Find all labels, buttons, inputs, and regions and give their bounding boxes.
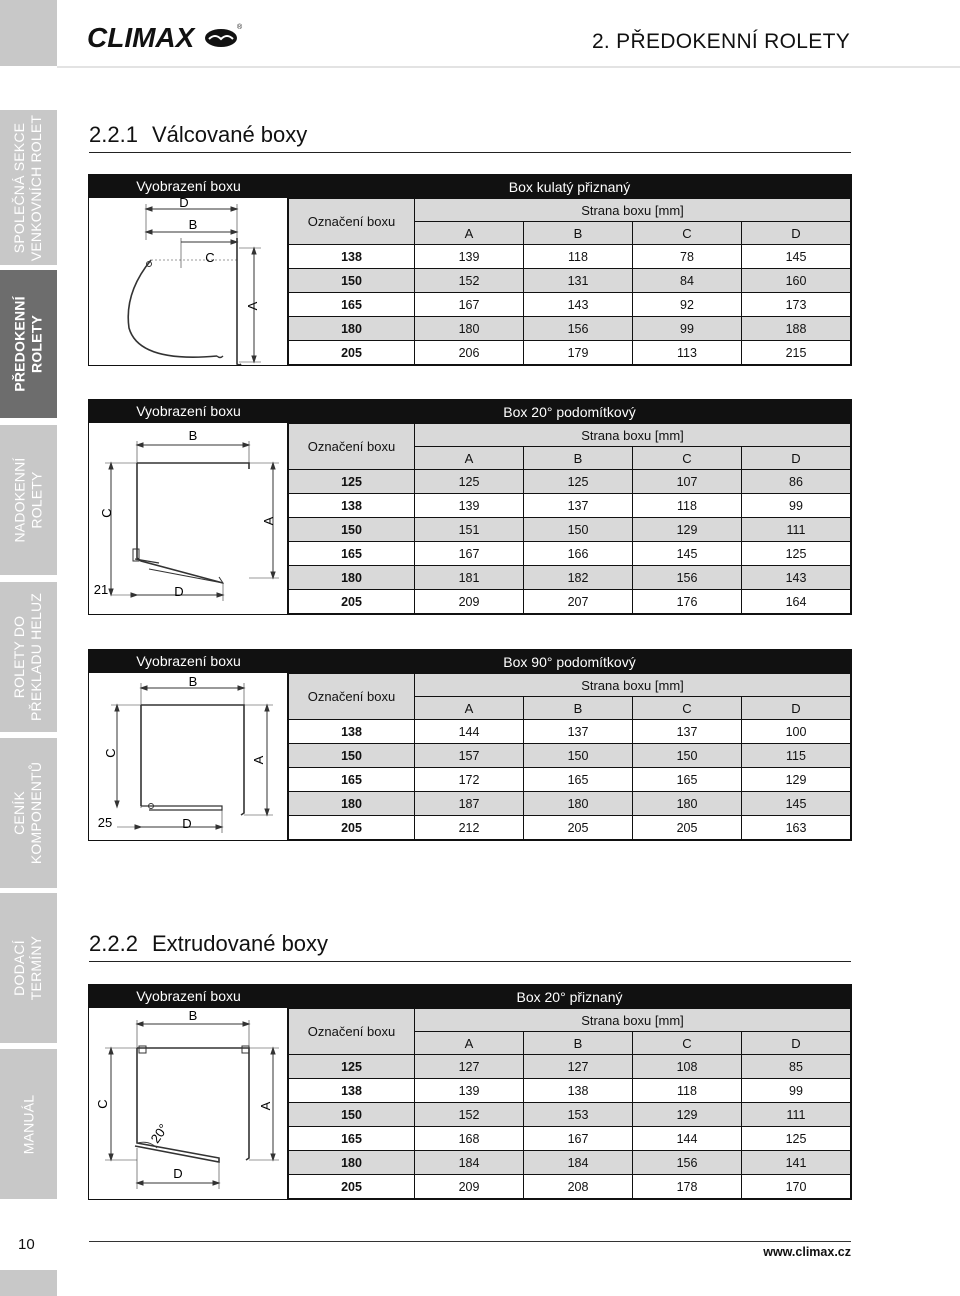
cell-b: 208 bbox=[524, 1175, 633, 1199]
diagram-cell bbox=[89, 175, 288, 365]
sidebar-bottom-block bbox=[0, 1270, 57, 1296]
sidebar-top-block bbox=[0, 0, 57, 66]
cell-d: 143 bbox=[742, 566, 851, 590]
cell-c: 118 bbox=[633, 494, 742, 518]
table-title: Box 90° podomítkový bbox=[289, 651, 851, 674]
cell-c: 84 bbox=[633, 269, 742, 293]
table-row bbox=[289, 494, 851, 518]
table-row bbox=[289, 1103, 851, 1127]
cell-a: 152 bbox=[415, 1103, 524, 1127]
section-title: 2. PŘEDOKENNÍ ROLETY bbox=[591, 30, 850, 53]
cell-b: 166 bbox=[524, 542, 633, 566]
column-header-oznaceni: Označení boxu bbox=[289, 424, 415, 470]
cell-c: 92 bbox=[633, 293, 742, 317]
heading-rule bbox=[89, 961, 851, 962]
cell-code: 150 bbox=[289, 518, 415, 542]
column-header-c: C bbox=[633, 697, 742, 720]
cell-code: 150 bbox=[289, 1103, 415, 1127]
table-row bbox=[289, 542, 851, 566]
dim-label-angle: 20° bbox=[147, 1121, 172, 1146]
cell-c: 129 bbox=[633, 1103, 742, 1127]
cell-b: 137 bbox=[524, 720, 633, 744]
header-divider bbox=[57, 66, 960, 68]
box-20-priznany-drawing bbox=[89, 1008, 288, 1199]
cell-code: 180 bbox=[289, 792, 415, 816]
cell-a: 168 bbox=[415, 1127, 524, 1151]
cell-a: 139 bbox=[415, 245, 524, 269]
cell-b: 165 bbox=[524, 768, 633, 792]
cell-a: 184 bbox=[415, 1151, 524, 1175]
table-row bbox=[289, 518, 851, 542]
sidebar-tab-label: ROLETY DO PŘEKLADU HELUZ bbox=[11, 592, 45, 722]
cell-code: 165 bbox=[289, 768, 415, 792]
table-row bbox=[289, 1151, 851, 1175]
cell-d: 125 bbox=[742, 542, 851, 566]
column-header-strana: Strana boxu [mm] bbox=[415, 674, 851, 697]
table-row bbox=[289, 293, 851, 317]
column-header-oznaceni: Označení boxu bbox=[289, 674, 415, 720]
cell-b: 184 bbox=[524, 1151, 633, 1175]
column-header-c: C bbox=[633, 1032, 742, 1055]
cell-c: 165 bbox=[633, 768, 742, 792]
column-header-strana: Strana boxu [mm] bbox=[415, 424, 851, 447]
logo-text: CLIMAX bbox=[87, 22, 195, 52]
dim-label-a: A bbox=[261, 516, 276, 526]
cell-code: 205 bbox=[289, 1175, 415, 1199]
table-row bbox=[289, 269, 851, 293]
cell-a: 139 bbox=[415, 494, 524, 518]
page-number: 10 bbox=[18, 1236, 35, 1253]
sidebar-tab-label: MANUÁL bbox=[20, 1094, 37, 1154]
sidebar-tab-common-section[interactable] bbox=[0, 110, 57, 265]
cell-b: 127 bbox=[524, 1055, 633, 1079]
diagram-cell bbox=[89, 650, 288, 840]
dim-label-c: C bbox=[95, 1099, 110, 1109]
diagram-header: Vyobrazení boxu bbox=[89, 400, 288, 423]
table-row bbox=[289, 590, 851, 614]
heading-title: Extrudované boxy bbox=[151, 931, 329, 956]
heading-number: 2.2.2 bbox=[89, 931, 138, 956]
sidebar-tab-label: CENÍK KOMPONENTŮ bbox=[11, 761, 45, 865]
cell-c: 107 bbox=[633, 470, 742, 494]
diagram-cell bbox=[89, 400, 288, 614]
cell-b: 207 bbox=[524, 590, 633, 614]
cell-b: 156 bbox=[524, 317, 633, 341]
heading-extrudovane-boxy bbox=[89, 931, 328, 957]
cell-a: 206 bbox=[415, 341, 524, 365]
dim-label-d: D bbox=[174, 584, 184, 599]
cell-d: 129 bbox=[742, 768, 851, 792]
cell-code: 138 bbox=[289, 1079, 415, 1103]
cell-code: 125 bbox=[289, 470, 415, 494]
cell-a: 127 bbox=[415, 1055, 524, 1079]
cell-c: 137 bbox=[633, 720, 742, 744]
dimension-table bbox=[288, 650, 851, 840]
table-title: Box 20° podomítkový bbox=[289, 401, 851, 424]
cell-d: 164 bbox=[742, 590, 851, 614]
cell-d: 215 bbox=[742, 341, 851, 365]
table-row bbox=[289, 566, 851, 590]
cell-d: 115 bbox=[742, 744, 851, 768]
cell-c: 99 bbox=[633, 317, 742, 341]
diagram-cell bbox=[89, 985, 288, 1199]
cell-a: 172 bbox=[415, 768, 524, 792]
box-table-20-priznany bbox=[88, 984, 852, 1200]
cell-d: 99 bbox=[742, 1079, 851, 1103]
cell-code: 138 bbox=[289, 720, 415, 744]
cell-a: 180 bbox=[415, 317, 524, 341]
sidebar-tab-label: NADOKENNÍ ROLETY bbox=[11, 457, 45, 543]
dimension-table bbox=[288, 175, 851, 365]
table-row bbox=[289, 470, 851, 494]
column-header-c: C bbox=[633, 222, 742, 245]
sidebar-tab-manual[interactable] bbox=[0, 1049, 57, 1199]
cell-a: 151 bbox=[415, 518, 524, 542]
cell-b: 131 bbox=[524, 269, 633, 293]
heading-valcovane-boxy bbox=[89, 122, 307, 148]
cell-b: 205 bbox=[524, 816, 633, 840]
cell-b: 150 bbox=[524, 744, 633, 768]
sidebar-tab-label: SPOLEČNÁ SEKCE VENKOVNÍCH ROLET bbox=[11, 114, 45, 261]
dim-label-offset: 21 bbox=[93, 582, 109, 597]
cell-a: 139 bbox=[415, 1079, 524, 1103]
heading-rule bbox=[89, 152, 851, 153]
cell-b: 167 bbox=[524, 1127, 633, 1151]
cell-b: 179 bbox=[524, 341, 633, 365]
cell-code: 150 bbox=[289, 269, 415, 293]
sidebar-tab-dodaci-terminy[interactable] bbox=[0, 893, 57, 1043]
cell-code: 180 bbox=[289, 566, 415, 590]
table-row bbox=[289, 317, 851, 341]
cell-c: 156 bbox=[633, 1151, 742, 1175]
sidebar-tab-nadokenni-rolety[interactable] bbox=[0, 425, 57, 575]
dim-label-a: A bbox=[251, 755, 266, 765]
column-header-strana: Strana boxu [mm] bbox=[415, 1009, 851, 1032]
sidebar-tab-predokenni-rolety[interactable] bbox=[0, 270, 57, 418]
cell-c: 180 bbox=[633, 792, 742, 816]
cell-c: 178 bbox=[633, 1175, 742, 1199]
dimension-table bbox=[288, 400, 851, 614]
cell-b: 125 bbox=[524, 470, 633, 494]
cell-code: 138 bbox=[289, 245, 415, 269]
cell-a: 181 bbox=[415, 566, 524, 590]
cell-c: 150 bbox=[633, 744, 742, 768]
cell-c: 144 bbox=[633, 1127, 742, 1151]
logo-cloud-icon bbox=[205, 29, 237, 47]
table-row bbox=[289, 816, 851, 840]
cell-code: 205 bbox=[289, 590, 415, 614]
cell-code: 165 bbox=[289, 542, 415, 566]
diagram-header: Vyobrazení boxu bbox=[89, 985, 288, 1008]
cell-c: 156 bbox=[633, 566, 742, 590]
cell-d: 170 bbox=[742, 1175, 851, 1199]
box-table-kulaty-priznany bbox=[88, 174, 852, 366]
dim-label-a: A bbox=[245, 301, 260, 311]
dim-label-d: D bbox=[182, 816, 192, 831]
table-row bbox=[289, 1055, 851, 1079]
cell-d: 141 bbox=[742, 1151, 851, 1175]
column-header-b: B bbox=[524, 1032, 633, 1055]
column-header-oznaceni: Označení boxu bbox=[289, 1009, 415, 1055]
cell-code: 180 bbox=[289, 317, 415, 341]
table-row bbox=[289, 341, 851, 365]
cell-code: 165 bbox=[289, 1127, 415, 1151]
box-20-podomitkovy-drawing bbox=[89, 423, 288, 614]
cell-code: 205 bbox=[289, 816, 415, 840]
cell-b: 180 bbox=[524, 792, 633, 816]
dim-label-b: B bbox=[188, 428, 198, 443]
cell-c: 205 bbox=[633, 816, 742, 840]
table-row bbox=[289, 1175, 851, 1199]
cell-a: 212 bbox=[415, 816, 524, 840]
cell-d: 125 bbox=[742, 1127, 851, 1151]
cell-d: 160 bbox=[742, 269, 851, 293]
sidebar-nav bbox=[0, 0, 57, 1296]
column-header-a: A bbox=[415, 1032, 524, 1055]
sidebar-tab-rolety-heluz[interactable] bbox=[0, 582, 57, 732]
cell-d: 86 bbox=[742, 470, 851, 494]
cell-d: 111 bbox=[742, 1103, 851, 1127]
table-row bbox=[289, 1127, 851, 1151]
cell-d: 85 bbox=[742, 1055, 851, 1079]
cell-c: 145 bbox=[633, 542, 742, 566]
box-90-podomitkovy-drawing bbox=[89, 673, 288, 840]
cell-c: 78 bbox=[633, 245, 742, 269]
cell-a: 187 bbox=[415, 792, 524, 816]
cell-a: 157 bbox=[415, 744, 524, 768]
cell-a: 209 bbox=[415, 1175, 524, 1199]
cell-c: 118 bbox=[633, 1079, 742, 1103]
diagram-header: Vyobrazení boxu bbox=[89, 175, 288, 198]
heading-number: 2.2.1 bbox=[89, 122, 138, 147]
cell-c: 129 bbox=[633, 518, 742, 542]
dim-label-c: C bbox=[99, 508, 114, 518]
cell-d: 99 bbox=[742, 494, 851, 518]
table-row bbox=[289, 245, 851, 269]
heading-title: Válcované boxy bbox=[151, 122, 308, 147]
cell-d: 145 bbox=[742, 245, 851, 269]
climax-logo bbox=[87, 22, 247, 52]
footer-divider bbox=[89, 1241, 851, 1242]
box-table-90-podomitkovy bbox=[88, 649, 852, 841]
column-header-d: D bbox=[742, 222, 851, 245]
dim-label-d: D bbox=[179, 198, 189, 210]
footer-url-link[interactable]: www.climax.cz bbox=[763, 1245, 851, 1259]
table-row bbox=[289, 768, 851, 792]
table-title: Box kulatý přiznaný bbox=[289, 176, 851, 199]
cell-b: 150 bbox=[524, 518, 633, 542]
sidebar-tab-label: PŘEDOKENNÍ ROLETY bbox=[11, 296, 45, 392]
dim-label-b: B bbox=[188, 1008, 198, 1023]
cell-d: 188 bbox=[742, 317, 851, 341]
table-row bbox=[289, 744, 851, 768]
cell-code: 205 bbox=[289, 341, 415, 365]
cell-d: 145 bbox=[742, 792, 851, 816]
cell-a: 144 bbox=[415, 720, 524, 744]
dim-label-b: B bbox=[188, 217, 198, 232]
diagram-header: Vyobrazení boxu bbox=[89, 650, 288, 673]
cell-code: 180 bbox=[289, 1151, 415, 1175]
cell-a: 167 bbox=[415, 542, 524, 566]
column-header-d: D bbox=[742, 447, 851, 470]
table-row bbox=[289, 1079, 851, 1103]
cell-c: 176 bbox=[633, 590, 742, 614]
cell-b: 182 bbox=[524, 566, 633, 590]
column-header-c: C bbox=[633, 447, 742, 470]
dim-label-c: C bbox=[205, 250, 215, 265]
cell-c: 108 bbox=[633, 1055, 742, 1079]
cell-a: 167 bbox=[415, 293, 524, 317]
column-header-d: D bbox=[742, 1032, 851, 1055]
cell-d: 111 bbox=[742, 518, 851, 542]
column-header-b: B bbox=[524, 222, 633, 245]
column-header-strana: Strana boxu [mm] bbox=[415, 199, 851, 222]
column-header-a: A bbox=[415, 447, 524, 470]
cell-code: 125 bbox=[289, 1055, 415, 1079]
cell-a: 209 bbox=[415, 590, 524, 614]
cell-d: 100 bbox=[742, 720, 851, 744]
dim-label-b: B bbox=[188, 674, 198, 689]
cell-d: 173 bbox=[742, 293, 851, 317]
cell-b: 118 bbox=[524, 245, 633, 269]
table-title: Box 20° přiznaný bbox=[289, 986, 851, 1009]
cell-c: 113 bbox=[633, 341, 742, 365]
cell-a: 125 bbox=[415, 470, 524, 494]
table-row bbox=[289, 720, 851, 744]
dim-label-a: A bbox=[258, 1101, 273, 1111]
cell-d: 163 bbox=[742, 816, 851, 840]
table-row bbox=[289, 792, 851, 816]
logo-registered: ® bbox=[237, 24, 243, 31]
dim-label-c: C bbox=[103, 748, 118, 758]
cell-b: 153 bbox=[524, 1103, 633, 1127]
cell-b: 138 bbox=[524, 1079, 633, 1103]
cell-b: 137 bbox=[524, 494, 633, 518]
column-header-d: D bbox=[742, 697, 851, 720]
column-header-a: A bbox=[415, 222, 524, 245]
box-round-drawing bbox=[89, 198, 288, 365]
dim-label-offset: 25 bbox=[97, 815, 113, 830]
column-header-oznaceni: Označení boxu bbox=[289, 199, 415, 245]
box-table-20-podomitkovy bbox=[88, 399, 852, 615]
column-header-b: B bbox=[524, 447, 633, 470]
cell-a: 152 bbox=[415, 269, 524, 293]
sidebar-tab-cenik-komponentu[interactable] bbox=[0, 738, 57, 888]
dim-label-d: D bbox=[173, 1166, 183, 1181]
cell-code: 138 bbox=[289, 494, 415, 518]
sidebar-tab-label: DODACÍ TERMÍNY bbox=[11, 935, 45, 1001]
cell-b: 143 bbox=[524, 293, 633, 317]
cell-code: 150 bbox=[289, 744, 415, 768]
column-header-a: A bbox=[415, 697, 524, 720]
column-header-b: B bbox=[524, 697, 633, 720]
dimension-table bbox=[288, 985, 851, 1199]
page-header bbox=[57, 0, 960, 68]
cell-code: 165 bbox=[289, 293, 415, 317]
